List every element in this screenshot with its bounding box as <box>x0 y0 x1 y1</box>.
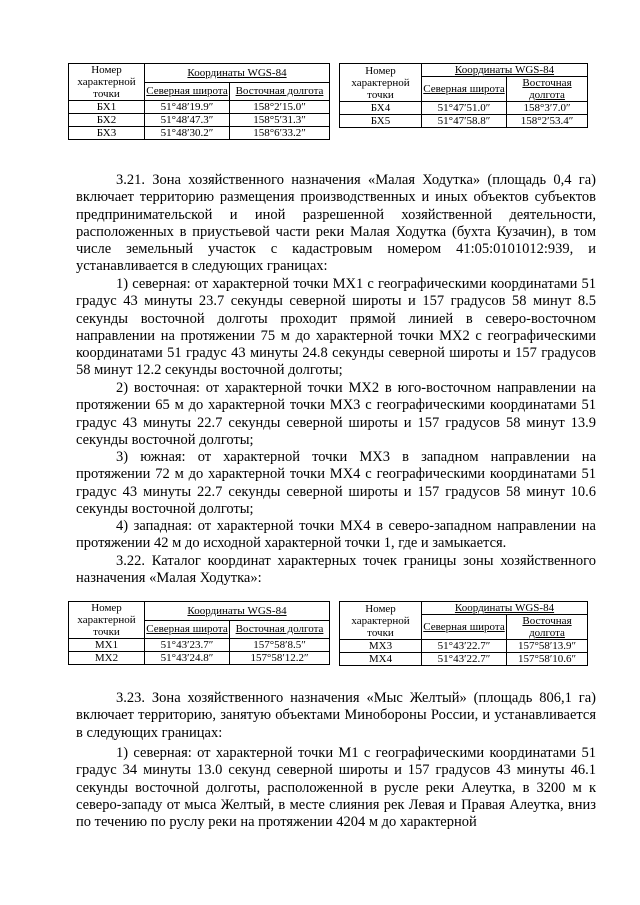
table-row <box>69 639 330 652</box>
header-north-lat: Северная широта <box>145 82 230 101</box>
paragraph-3-23 <box>76 690 596 742</box>
table-row <box>69 652 330 665</box>
cell-point: МХ4 <box>340 653 422 666</box>
cell-point: БХ3 <box>69 127 145 140</box>
paragraph-3-21 <box>76 172 596 276</box>
cell-lat: 51°43′23.7″ <box>145 639 230 652</box>
header-coords: Координаты WGS-84 <box>422 602 588 615</box>
cell-lat: 51°47′58.8″ <box>422 115 507 128</box>
paragraph-text: 2) восточная: от характерной точки МХ2 в юго-восточном направлении на протяжении 65 м до характерной точки МХ3 с географическими координатами 51 градус 43 минуты 22.7 секунды северной широты и 157 градусов 58 минут 13.9 секунды восточной долготы; <box>76 380 596 448</box>
cell-lat: 51°48′47.3″ <box>145 114 230 127</box>
cell-lat: 51°47′51.0″ <box>422 102 507 115</box>
cell-point: БХ2 <box>69 114 145 127</box>
cell-lat: 51°48′30.2″ <box>145 127 230 140</box>
header-point-number: Номер характерной точки <box>69 64 145 101</box>
cell-point: МХ1 <box>69 639 145 652</box>
cell-lon: 157°58′8.5″ <box>230 639 330 652</box>
cell-lon: 158°2′15.0″ <box>230 101 330 114</box>
header-coords: Координаты WGS-84 <box>145 602 330 621</box>
header-north-lat: Северная широта <box>422 77 507 102</box>
cell-lat: 51°43′22.7″ <box>422 640 507 653</box>
header-point-number: Номер характерной точки <box>69 602 145 639</box>
paragraph-text: 3.23. Зона хозяйственного назначения «Мыс Желтый» (площадь 806,1 га) включает территорию, занятую объектами Минобороны России, и устанавливается в следующих границах: <box>76 690 596 741</box>
paragraph-3-21-3 <box>76 449 596 518</box>
table-row <box>340 102 588 115</box>
cell-lon: 157°58′12.2″ <box>230 652 330 665</box>
coords-table-mx-right <box>339 601 588 666</box>
cell-lon: 158°3′7.0″ <box>507 102 588 115</box>
cell-point: БХ4 <box>340 102 422 115</box>
cell-point: БХ5 <box>340 115 422 128</box>
paragraph-text: 3) южная: от характерной точки МХ3 в западном направлении на протяжении 72 м до характерной точки МХ4 с географическими координатами 51 градус 43 минуты 22.7 секунды северной широты и 157 градусов 58 минут 10.6 секунды восточной долготы; <box>76 449 596 517</box>
header-east-lon: Восточная долгота <box>230 82 330 101</box>
cell-lon: 158°6′33.2″ <box>230 127 330 140</box>
paragraph-text: 1) северная: от характерной точки МХ1 с географическими координатами 51 градус 43 минуты 23.7 секунды северной широты и 157 градусов 58 минут 8.5 секунды восточной долготы проходит прямой линией в северо-восточном направлении на протяжении 75 м до характерной точки МХ2 с географическими координатами 51 градус 43 минуты 24.8 секунды северной широты и 157 градусов 58 минут 12.2 секунды восточной долготы; <box>76 276 596 379</box>
header-north-lat: Северная широта <box>145 620 230 639</box>
table-row <box>340 115 588 128</box>
cell-lat: 51°43′24.8″ <box>145 652 230 665</box>
coords-table-bx-left <box>68 63 330 140</box>
cell-lon: 158°5′31.3″ <box>230 114 330 127</box>
header-east-lon: Восточная долгота <box>230 620 330 639</box>
cell-lon: 158°2′53.4″ <box>507 115 588 128</box>
paragraph-text: 4) западная: от характерной точки МХ4 в северо-западном направлении на протяжении 42 м до исходной характерной точки 1, где и замыкается. <box>76 518 596 552</box>
paragraph-text: 3.21. Зона хозяйственного назначения «Малая Ходутка» (площадь 0,4 га) включает территорию размещения производственных и иных объектов субъектов предпринимательской и иной разрешенной хозяйственной деятельности, расположенных в приустьевой части реки Малая Ходутка (бухта Кузачин), в том числе земельный участок с кадастровым номером 41:05:0101012:939, и устанавливается в следующих границах: <box>76 172 596 275</box>
header-point-number: Номер характерной точки <box>340 602 422 640</box>
header-north-lat: Северная широта <box>422 615 507 640</box>
paragraph-text: 3.22. Каталог координат характерных точек границы зоны хозяйственного назначения «Малая Ходутка»: <box>76 553 596 587</box>
table-row <box>69 127 330 140</box>
cell-point: МХ3 <box>340 640 422 653</box>
header-coords: Координаты WGS-84 <box>145 64 330 83</box>
cell-point: БХ1 <box>69 101 145 114</box>
cell-point: МХ2 <box>69 652 145 665</box>
paragraph-3-21-4 <box>76 518 596 553</box>
table-row <box>69 114 330 127</box>
paragraph-text: 1) северная: от характерной точки М1 с географическими координатами 51 градус 34 минуты 13.0 секунд северной широты и 157 градусов 43 минуты 46.1 секунды восточной долготы, расположенной в русле реки Алеутка, в 3200 м к северо-западу от мыса Желтый, в месте слияния рек Левая и Правая Алеутка, вниз по течению по руслу реки на протяжении 4204 м до характерной <box>76 745 596 831</box>
header-east-lon: Восточная долгота <box>507 77 588 102</box>
header-east-lon: Восточная долгота <box>507 615 588 640</box>
table-row <box>340 653 588 666</box>
coords-table-bx-right <box>339 63 588 128</box>
paragraph-3-21-1 <box>76 276 596 380</box>
paragraph-3-22 <box>76 553 596 588</box>
table-row <box>69 101 330 114</box>
header-point-number: Номер характерной точки <box>340 64 422 102</box>
paragraph-3-23-1 <box>76 745 596 831</box>
header-coords: Координаты WGS-84 <box>422 64 588 77</box>
cell-lon: 157°58′10.6″ <box>507 653 588 666</box>
paragraph-3-21-2 <box>76 380 596 449</box>
cell-lon: 157°58′13.9″ <box>507 640 588 653</box>
cell-lat: 51°43′22.7″ <box>422 653 507 666</box>
cell-lat: 51°48′19.9″ <box>145 101 230 114</box>
coords-table-mx-left <box>68 601 330 665</box>
table-row <box>340 640 588 653</box>
